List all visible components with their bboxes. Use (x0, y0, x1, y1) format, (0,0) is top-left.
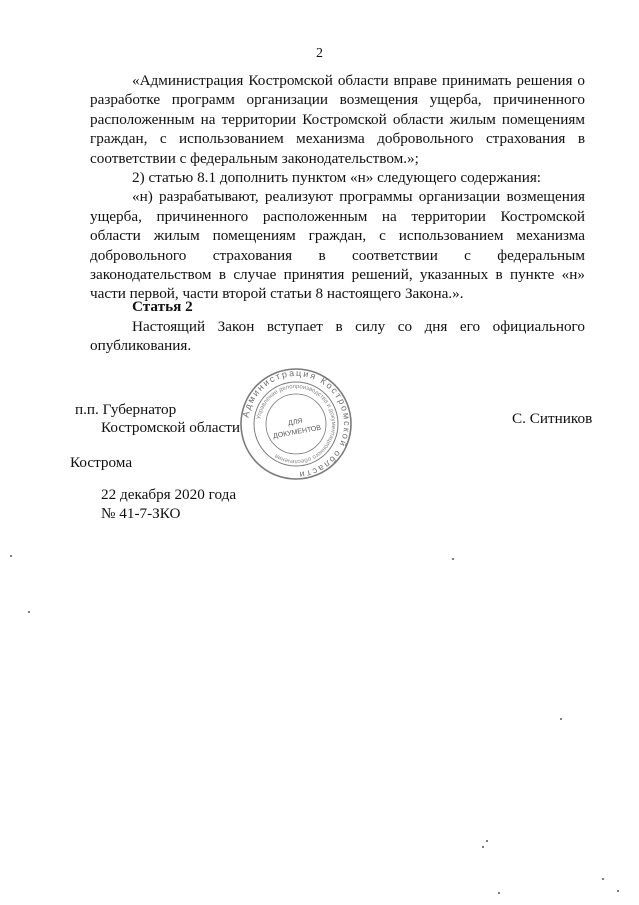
amendment-text (90, 71, 585, 304)
official-stamp (226, 368, 366, 480)
amendment-paragraph-2: 2) статью 8.1 дополнить пунктом «н» следующего содержания: (132, 169, 542, 187)
article-2-title: Статья 2 (132, 298, 193, 315)
amendment-paragraph-3: «н) разрабатывают, реализуют программы организации возмещения ущерба, причиненного расположенным на территории Костромской области жилым помещениям граждан, с использованием механизма добровольного страхования в соответствии с федеральным законодательством в случае принятия решений, указанных в пункте «н» части первой, части второй статьи 8 настоящего Закона.». (90, 188, 585, 303)
page-number: 2 (316, 46, 323, 61)
law-number: № 41-7-ЗКО (101, 505, 181, 522)
stamp-center-line-1: ДЛЯ (287, 417, 304, 428)
article-2-body (90, 317, 585, 356)
article-2-text: Настоящий Закон вступает в силу со дня его официального опубликования. (90, 318, 585, 355)
signatory-region: Костромской области (101, 419, 241, 436)
stamp-center-line-2: ДОКУМЕНТОВ (272, 424, 322, 441)
amendment-paragraph-1: «Администрация Костромской области вправе принимать решения о разработке программ организации возмещения ущерба, причиненного расположенным на территории Костромской области жилым помещениям граждан, с использованием механизма добровольного страхования в соответствии с федеральным законодательством.»; (90, 72, 585, 167)
stamp-ring-text: Администрация Костромской области (240, 368, 353, 480)
signatory-name: С. Ситников (512, 410, 593, 427)
signing-city: Кострома (70, 454, 133, 471)
stamp-inner-text: Управление делопроизводства и документационного обеспечения (256, 383, 337, 465)
signing-date: 22 декабря 2020 года (101, 486, 237, 503)
signatory-prefix: п.п. Губернатор (75, 401, 177, 418)
